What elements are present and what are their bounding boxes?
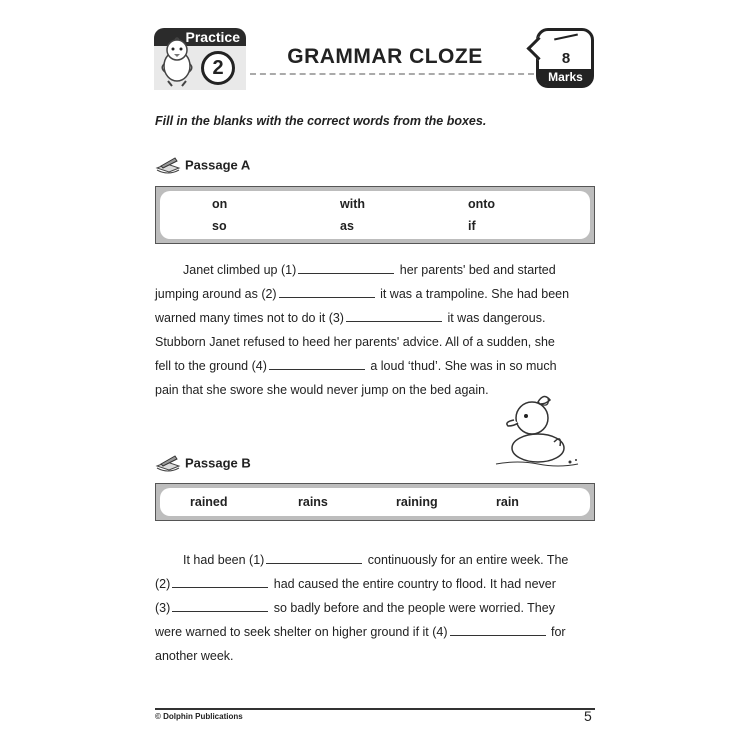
passage-a-word-box-inner bbox=[160, 191, 590, 239]
passage-b-word-box-inner bbox=[160, 488, 590, 516]
passage-a-title: Passage A bbox=[185, 157, 251, 173]
text-segment: (2) bbox=[155, 577, 171, 591]
text-line bbox=[155, 258, 595, 282]
text-segment: fell to the ground (4) bbox=[155, 359, 267, 373]
instruction: Fill in the blanks with the correct words from the boxes. bbox=[155, 114, 487, 128]
marks-label: Marks bbox=[539, 69, 592, 85]
word-option: on bbox=[212, 197, 228, 211]
word-option: as bbox=[340, 219, 354, 233]
header-divider bbox=[250, 73, 534, 75]
word-option: onto bbox=[468, 197, 496, 211]
text-segment: warned many times not to do it (3) bbox=[155, 311, 344, 325]
text-segment: a loud ‘thud’. She was in so much bbox=[366, 359, 557, 373]
pencil-book-icon bbox=[155, 454, 181, 472]
word-option: so bbox=[212, 219, 227, 233]
text-segment: had caused the entire country to flood. It had never bbox=[270, 577, 556, 591]
word-option: rains bbox=[298, 495, 328, 509]
publisher-credit: © Dolphin Publications bbox=[155, 712, 243, 721]
word-option: if bbox=[468, 219, 476, 233]
answer-blank-2[interactable] bbox=[172, 577, 268, 588]
text-line bbox=[155, 596, 595, 620]
chick-icon bbox=[156, 34, 198, 88]
word-option: with bbox=[340, 197, 365, 211]
answer-blank-3[interactable] bbox=[172, 601, 268, 612]
pencil-book-icon bbox=[155, 156, 181, 174]
answer-blank-3[interactable] bbox=[346, 311, 442, 322]
passage-b-heading bbox=[155, 454, 251, 472]
passage-a-word-box bbox=[155, 186, 595, 244]
page-number: 5 bbox=[584, 708, 592, 724]
text-line bbox=[155, 620, 595, 644]
answer-blank-4[interactable] bbox=[269, 359, 365, 370]
text-line bbox=[155, 548, 595, 572]
text-segment: it was a trampoline. She had been bbox=[376, 287, 570, 301]
answer-blank-2[interactable] bbox=[279, 287, 375, 298]
word-option: rained bbox=[190, 495, 228, 509]
text-line bbox=[155, 572, 595, 596]
passage-b-word-box bbox=[155, 483, 595, 521]
passage-a-heading bbox=[155, 156, 250, 174]
answer-blank-4[interactable] bbox=[450, 625, 546, 636]
footer-rule bbox=[155, 708, 595, 710]
text-segment: were warned to seek shelter on higher ground if it (4) bbox=[155, 625, 448, 639]
text-segment: for bbox=[547, 625, 566, 639]
text-segment: Janet climbed up (1) bbox=[183, 263, 297, 277]
text-segment: It had been (1) bbox=[183, 553, 265, 567]
text-segment: her parents' bed and started bbox=[396, 263, 556, 277]
text-segment: it was dangerous. bbox=[443, 311, 546, 325]
text-segment: continuously for an entire week. The bbox=[364, 553, 569, 567]
word-option: raining bbox=[396, 495, 438, 509]
text-segment: Stubborn Janet refused to heed her parents' advice. All of a sudden, she bbox=[155, 335, 555, 349]
text-line bbox=[155, 330, 595, 354]
text-line bbox=[155, 644, 595, 668]
text-line bbox=[155, 354, 595, 378]
text-segment: another week. bbox=[155, 649, 234, 663]
passage-b-title: Passage B bbox=[185, 455, 251, 471]
word-option: rain bbox=[496, 495, 519, 509]
marks-value: 8 bbox=[561, 50, 571, 67]
text-segment: (3) bbox=[155, 601, 171, 615]
text-segment: pain that she swore she would never jump on the bed again. bbox=[155, 383, 489, 397]
passage-a-text bbox=[155, 258, 595, 402]
practice-number: 2 bbox=[201, 51, 235, 85]
passage-b-text bbox=[155, 548, 595, 668]
text-segment: jumping around as (2) bbox=[155, 287, 277, 301]
answer-blank-1[interactable] bbox=[266, 553, 362, 564]
page-title: GRAMMAR CLOZE bbox=[287, 45, 483, 68]
practice-label: Practice bbox=[185, 29, 240, 45]
answer-blank-1[interactable] bbox=[298, 263, 394, 274]
duck-icon bbox=[488, 390, 584, 472]
text-segment: so badly before and the people were worried. They bbox=[270, 601, 555, 615]
text-line bbox=[155, 306, 595, 330]
text-line bbox=[155, 282, 595, 306]
